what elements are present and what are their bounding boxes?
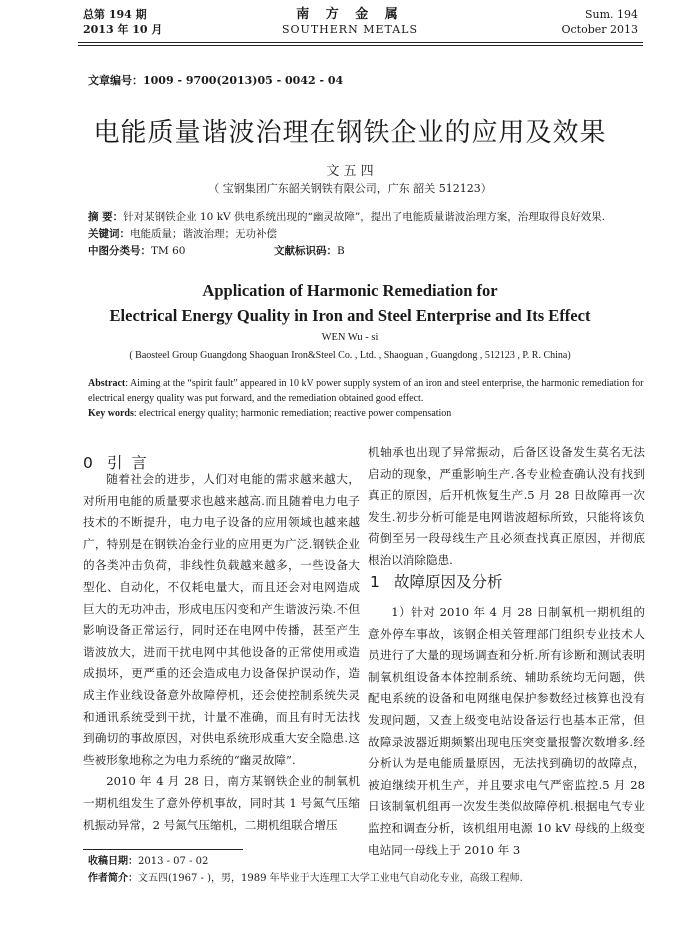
section-0-paragraph: 随着社会的进步，人们对电能的需求越来越大，对所用电能的质量要求也越来越高.而且随着电力电子技术的不断提升，电力电子设备的应用领域也越来越广，特别是在钢铁冶金行业的应用更为广泛.钢铁企业的各类冲击负荷，非线性负载越来越多，一些设备大型化、自动化，不仅耗电量大，而且还会对电网造成巨大的无功冲击，形成电压闪变和产生谐波污染.不但影响设备正常运行，同时还在电网中传播，甚至产生谐波放大，进而干扰电网中其他设备的正常使用或造成损坏，更严重的还会造成电力设备保护误动作，造成主作业线设备意外故障停机，还会使控制系统失灵和通讯系统受到干扰，计量不准确，而且有时无法找到确切的事故原因，对供电系统形成重大安全隐患.这些被形象地称之为电力系统的“幽灵故障”. xyxy=(83,472,360,767)
section-0-title: 引 言 xyxy=(107,454,149,472)
author-bio xyxy=(88,871,523,886)
abstract-cn-text: 针对某钢铁企业 10 kV 供电系统出现的“幽灵故障”，提出了电能质量谐波治理方案，治理取得良好效果. xyxy=(123,211,606,223)
section-1-heading xyxy=(370,570,503,592)
bio-label: 作者简介： xyxy=(88,873,138,884)
keywords-cn xyxy=(88,226,648,243)
abstract-cn xyxy=(88,209,648,226)
issue-number-cn: 总第 194 期 xyxy=(83,8,147,21)
left-column xyxy=(83,469,360,836)
section-1-paragraph: 1）针对 2010 年 4 月 28 日制氧机一期机组的意外停车事故，该钢企相关管理部门组织专业技术人员进行了大量的现场调查和分析.所有诊断和测试表明制氧机组设备本体控制系统、辅助系统均无问题，供配电系统的设备和电网继电保护参数经过核算也没有发现问题，又查上级变电站设备运行也基本正常，但故障录波器近期频繁出现电压突变量报警次数增多.经分析认为是电能质量原因，无法找到确切的故障点，被迫继续开机生产，并且要求电气严密监控.5 月 28 日该制氧机组再一次发生类似故障停机.根据电气专业监控和调查分析，该机组用电源 10 kV 母线的上级变电站同一母线上于 2010 年 3 xyxy=(368,605,645,857)
received-value: 2013 - 07 - 02 xyxy=(138,856,209,867)
received-date xyxy=(88,854,208,869)
doc-code-label: 文献标识码： xyxy=(274,245,337,257)
article-number: 文章编号：1009 - 9700(2013)05 - 0042 - 04 xyxy=(88,74,344,87)
received-label: 收稿日期： xyxy=(88,856,138,867)
affiliation-en: ( Baosteel Group Guangdong Shaoguan Iron&Steel Co. , Ltd. , Shaoguan , Guangdong , 512123 , P. R. China) xyxy=(129,350,571,361)
journal-name-cn: 南 方 金 属 xyxy=(296,7,404,22)
classification-line xyxy=(88,243,648,260)
abstract-en xyxy=(88,376,648,406)
issue-number-en: Sum. 194 xyxy=(584,8,638,21)
keywords-en-label: Key words xyxy=(88,408,134,419)
continuation-paragraph: 机轴承也出现了异常振动，后备区设备发生莫名无法启动的现象，严重影响生产.各专业检查确认没有找到真正的原因，后开机恢复生产.5 月 28 日故障再一次发生.初步分析可能是电网谐波超标所致，只能将该负荷倒至另一段母线生产且必须查找真正原因，并彻底根治以消除隐患. xyxy=(368,445,645,567)
clc-label: 中图分类号： xyxy=(88,245,151,257)
keywords-cn-text: 电能质量；谐波治理；无功补偿 xyxy=(130,228,277,240)
author-en: WEN Wu - si xyxy=(321,332,379,343)
journal-name-en: SOUTHERN METALS xyxy=(282,23,418,36)
keywords-cn-label: 关键词： xyxy=(88,228,130,240)
footnote-rule xyxy=(83,849,243,850)
bio-text: 文五四(1967 - )，男，1989 年毕业于大连理工大学工业电气自动化专业，高级工程师. xyxy=(138,873,523,884)
paper-title-en-line1: Application of Harmonic Remediation for xyxy=(202,281,498,300)
section-0-paragraph: 2010 年 4 月 28 日，南方某钢铁企业的制氧机一期机组发生了意外停机事故，同时其 1 号氮气压缩机振动异常，2 号氮气压缩机，二期机组联合增压 xyxy=(83,774,360,832)
abstract-en-text: : Aiming at the “spirit fault” appeared in 10 kV power supply system of an iron and steel enterprise, the harmonic remediation for electrical energy quality was put forward, and the remediation obtained good effect. xyxy=(88,378,644,404)
paper-title-en-line2: Electrical Energy Quality in Iron and Steel Enterprise and Its Effect xyxy=(109,306,591,325)
section-1-number: 1 xyxy=(370,573,380,591)
issue-date-en: October 2013 xyxy=(561,23,638,36)
right-column-continuation xyxy=(368,442,645,572)
paper-title-en xyxy=(0,278,700,328)
paper-title-cn: 电能质量谐波治理在钢铁企业的应用及效果 xyxy=(93,118,607,148)
doc-code: B xyxy=(337,245,345,257)
running-header-right xyxy=(561,7,638,37)
issue-date-cn: 2013 年 10 月 xyxy=(83,23,163,36)
abstract-en-label: Abstract xyxy=(88,378,126,389)
clc-code: TM 60 xyxy=(151,245,186,257)
keywords-en xyxy=(88,406,648,421)
section-1-title: 故障原因及分析 xyxy=(394,573,503,591)
section-0-number: 0 xyxy=(83,454,95,472)
header-rule-thick xyxy=(78,42,643,43)
header-rule-thin xyxy=(78,45,643,46)
right-column-section-1 xyxy=(368,602,645,861)
author-cn: 文 五 四 xyxy=(326,164,374,179)
abstract-cn-label: 摘 要： xyxy=(88,211,124,223)
affiliation-cn: （ 宝钢集团广东韶关钢铁有限公司，广东 韶关 512123） xyxy=(208,182,492,195)
keywords-en-text: : electrical energy quality; harmonic remediation; reactive power compensation xyxy=(133,408,452,419)
